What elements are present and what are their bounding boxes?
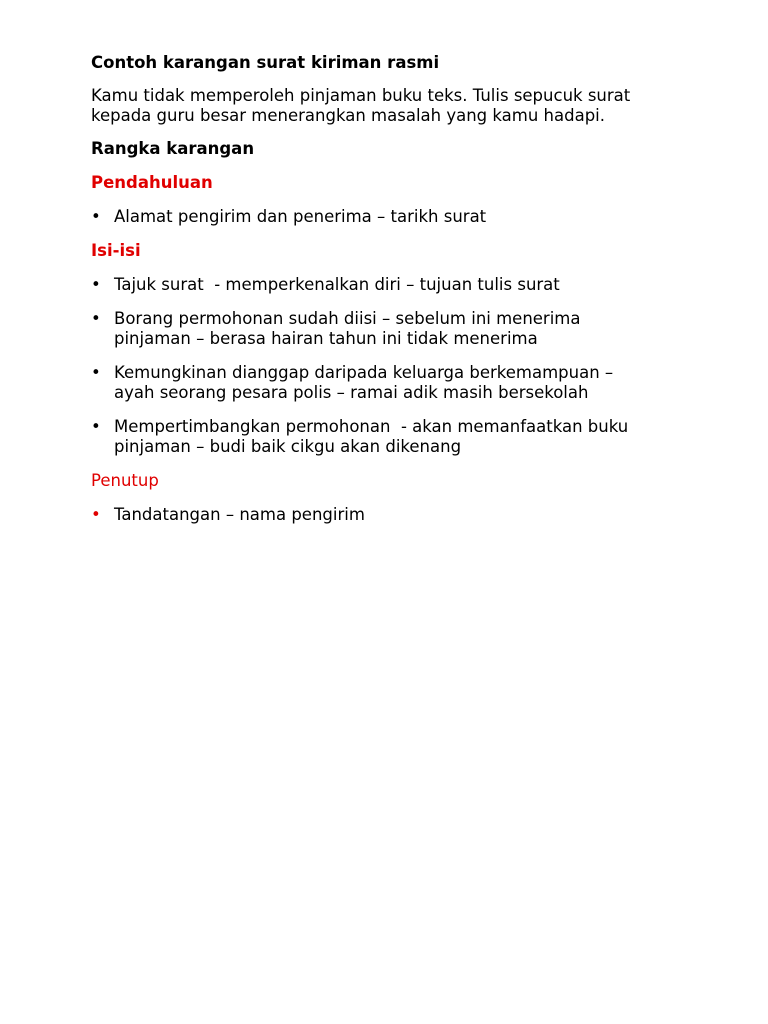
list-item-line: pinjaman – berasa hairan tahun ini tidak menerima	[114, 329, 538, 348]
list-item-line: Alamat pengirim dan penerima – tarikh surat	[114, 207, 487, 226]
intro-line: kepada guru besar menerangkan masalah yang kamu hadapi.	[91, 106, 605, 125]
intro-line: Kamu tidak memperoleh pinjaman buku teks. Tulis sepucuk surat	[91, 86, 631, 105]
list-item	[91, 363, 711, 403]
bullet-icon: •	[91, 275, 101, 294]
bullet-icon: •	[91, 417, 101, 436]
pendahuluan-list	[91, 207, 711, 227]
penutup-list	[91, 505, 711, 525]
list-item	[91, 417, 711, 457]
bullet-icon: •	[91, 309, 101, 328]
intro-paragraph	[91, 86, 711, 126]
bullet-icon: •	[91, 363, 101, 382]
list-item-line: Mempertimbangkan permohonan - akan memanfaatkan buku	[114, 417, 629, 436]
document-title: Contoh karangan surat kiriman rasmi	[91, 53, 440, 72]
list-item-line: Kemungkinan dianggap daripada keluarga berkemampuan –	[114, 363, 614, 382]
section-heading-penutup: Penutup	[91, 471, 159, 490]
section-heading-isi: Isi-isi	[91, 241, 141, 260]
list-item-line: pinjaman – budi baik cikgu akan dikenang	[114, 437, 462, 456]
section-heading-pendahuluan: Pendahuluan	[91, 173, 213, 192]
list-item	[91, 505, 711, 525]
list-item-line: ayah seorang pesara polis – ramai adik masih bersekolah	[114, 383, 589, 402]
list-item	[91, 309, 711, 349]
bullet-icon: •	[91, 207, 101, 226]
bullet-icon: •	[91, 505, 101, 524]
list-item-line: Tandatangan – nama pengirim	[114, 505, 365, 524]
outline-heading: Rangka karangan	[91, 139, 255, 158]
list-item-line: Tajuk surat - memperkenalkan diri – tujuan tulis surat	[114, 275, 560, 294]
list-item	[91, 275, 711, 295]
document-page	[91, 53, 711, 539]
isi-list	[91, 275, 711, 457]
list-item-line: Borang permohonan sudah diisi – sebelum ini menerima	[114, 309, 581, 328]
list-item	[91, 207, 711, 227]
